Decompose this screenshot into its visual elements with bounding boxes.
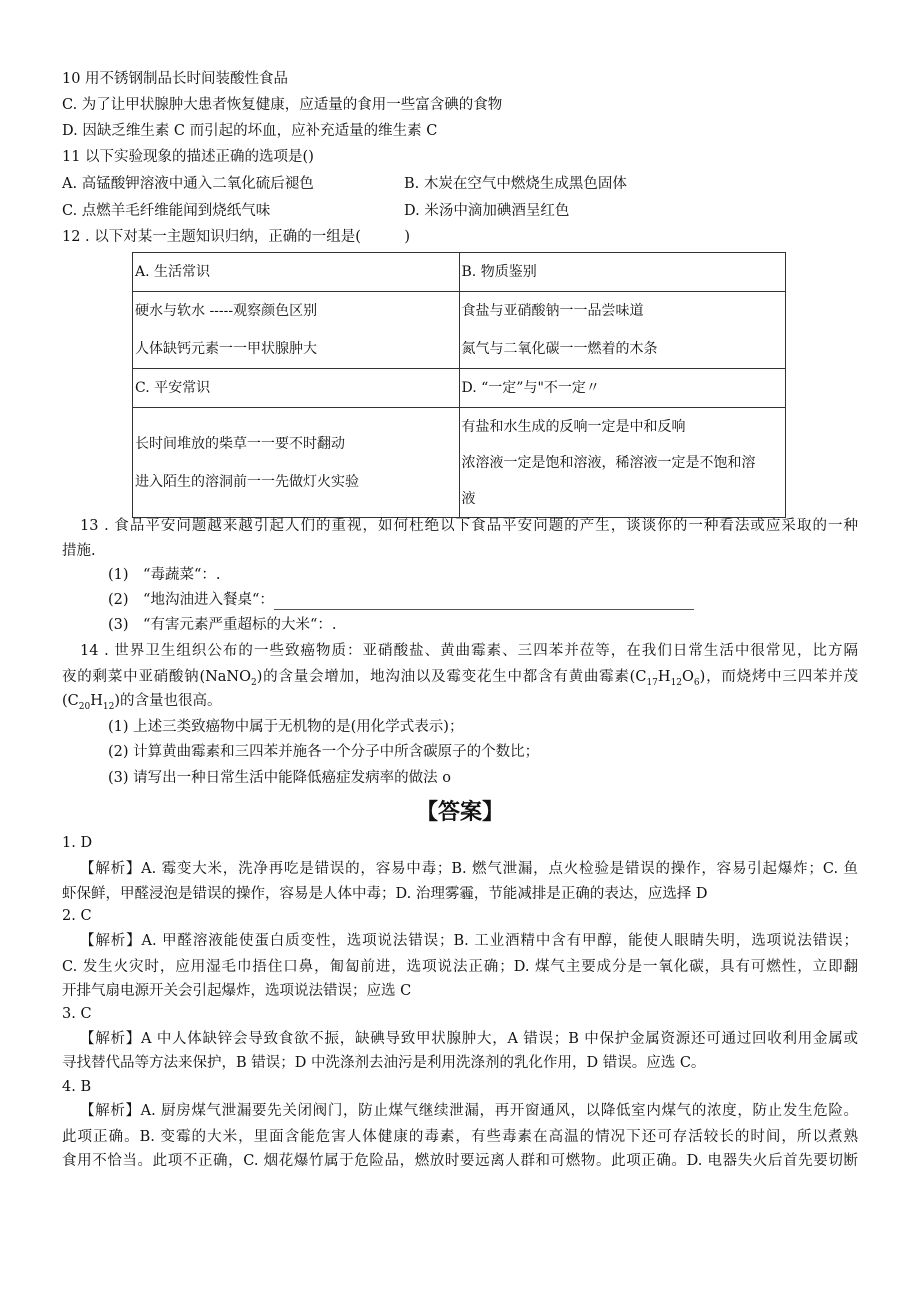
cell-a-head: A. 生活常识 bbox=[133, 253, 460, 292]
cell-text: 硬水与软水 -----观察颜色区别 bbox=[135, 303, 318, 319]
q11-option-b: B. 木炭在空气中燃烧生成黑色固体 bbox=[404, 176, 627, 192]
cell-b-body bbox=[459, 292, 786, 369]
cell-text: 进入陌生的溶洞前一一先做灯火实验 bbox=[135, 473, 359, 490]
q10-option-c: C. 为了让甲状腺肿大患者恢复健康，应适量的食用一些富含碘的食物 bbox=[62, 97, 503, 113]
q14-part-3: (3) 请写出一种日常生活中能降低癌症发病率的做法 o bbox=[108, 770, 451, 786]
cell-text: 长时间堆放的柴草一一要不时翻动 bbox=[135, 435, 345, 452]
answers-heading: 【答案】 bbox=[415, 799, 504, 825]
text-fragment: )，而烧烤中三四苯并茂 bbox=[699, 669, 859, 685]
answer-2-explanation-cont: 开排气扇电源开关会引起爆炸，选项说法错误；应选 C bbox=[62, 983, 412, 999]
answer-3-explanation-cont: 寻找替代品等方法来保护，B 错误；D 中洗涤剂去油污是利用洗涤剂的乳化作用，D 错误。应选 C。 bbox=[62, 1055, 706, 1071]
cell-text: 食盐与亚硝酸钠一一品尝味道 bbox=[461, 303, 644, 319]
cell-text: 液 bbox=[461, 490, 476, 507]
answer-1-explanation: 【解析】A. 霉变大米，洗净再吃是错误的，容易中毒；B. 燃气泄漏，点火检验是错误的操作，容易引起爆炸；C. 鱼 bbox=[80, 861, 858, 877]
q11-option-d: D. 米汤中滴加碘酒呈红色 bbox=[404, 203, 570, 219]
cell-a-body bbox=[133, 292, 460, 369]
cell-text: 氮气与二氧化碳一一燃着的木条 bbox=[461, 341, 658, 357]
answer-1-label: 1. D bbox=[62, 835, 93, 851]
q14-part-2: (2) 计算黄曲霉素和三四苯并施各一个分子中所含碳原子的个数比； bbox=[108, 744, 540, 760]
q13-part-1: (1) “毒蔬菜“：. bbox=[108, 567, 221, 583]
q11-option-a: A. 高锰酸钾溶液中通入二氧化硫后褪色 bbox=[62, 176, 314, 192]
text-fragment: 12 bbox=[102, 701, 115, 712]
q10-option: 10 用不锈钢制品长时间装酸性食品 bbox=[62, 71, 289, 87]
text-fragment: O bbox=[682, 669, 694, 685]
answer-4-explanation: 【解析】A. 厨房煤气泄漏要先关闭阀门，防止煤气继续泄漏，再开窗通风，以降低室内煤气的浓度，防止发生危险。 bbox=[80, 1103, 858, 1119]
q14-part-1: (1) 上述三类致癌物中属于无机物的是(用化学式表示)； bbox=[108, 719, 464, 735]
q13-stem-cont: 措施. bbox=[62, 543, 96, 559]
q14-line-1: 14 . 世界卫生组织公布的一些致癌物质：亚硝酸盐、黄曲霉素、三四苯并莅等，在我们日常生活中很常见，比方隔 bbox=[80, 643, 858, 659]
cell-c-body bbox=[133, 408, 460, 518]
answer-3-label: 3. C bbox=[62, 1006, 92, 1022]
text-fragment: 2 bbox=[251, 677, 257, 688]
cell-b-head: B. 物质鉴别 bbox=[459, 253, 786, 292]
q12-stem: 12 . 以下对某一主题知识归纳，正确的一组是( ) bbox=[62, 229, 411, 245]
q13-part-2 bbox=[108, 590, 694, 610]
text-fragment: 20 bbox=[78, 701, 91, 712]
q10-option-d: D. 因缺乏维生素 C 而引起的坏血，应补充适量的维生素 C bbox=[62, 123, 438, 139]
answer-blank bbox=[274, 595, 694, 610]
text-fragment: H bbox=[657, 669, 671, 685]
q14-line-3 bbox=[62, 691, 222, 717]
q12-table bbox=[132, 252, 786, 518]
cell-text: 有盐和水生成的反响一定是中和反响 bbox=[461, 418, 686, 435]
answer-4-explanation-cont: 食用不恰当。此项不正确，C. 烟花爆竹属于危险品，燃放时要远离人群和可燃物。此项正确。D. 电器失火后首先要切断 bbox=[62, 1153, 858, 1169]
cell-text: 人体缺钙元素一一甲状腺肿大 bbox=[135, 341, 317, 357]
answer-2-explanation: 【解析】A. 甲醛溶液能使蛋白质变性，选项说法错误；B. 工业酒精中含有甲醇，能使人眼睛失明，选项说法错误； bbox=[80, 933, 858, 949]
part-text: (2) “地沟油进入餐桌“： bbox=[108, 592, 274, 608]
text-fragment: 17 bbox=[646, 677, 658, 688]
q11-stem: 11 以下实验现象的描述正确的选项是() bbox=[62, 149, 314, 165]
q11-option-c: C. 点燃羊毛纤维能闻到烧纸气味 bbox=[62, 203, 271, 219]
answer-2-label: 2. C bbox=[62, 908, 92, 924]
text-fragment: )的含量也很高。 bbox=[114, 693, 222, 709]
answer-2-explanation-cont: C. 发生火灾时，应用湿毛巾捂住口鼻，匍匐前进，选项说法正确；D. 煤气主要成分是一氧化碳，具有可燃性，立即翻 bbox=[62, 959, 858, 975]
text-fragment: )的含量会增加，地沟油以及霉变花生中都含有黄曲霉素(C bbox=[256, 669, 647, 685]
answer-3-explanation: 【解析】A 中人体缺锌会导致食欲不振，缺碘导致甲状腺肿大，A 错误；B 中保护金属资源还可通过回收利用金属或 bbox=[80, 1031, 858, 1047]
text-fragment: 12 bbox=[670, 677, 683, 688]
text-fragment: H bbox=[90, 693, 103, 709]
q13-stem: 13 . 食品平安问题越来越引起人们的重视，如何杜绝以下食品平安问题的产生，谈谈你的一种看法或应采取的一种 bbox=[80, 518, 858, 534]
cell-d-head: D. “一定”与"不一定〃 bbox=[459, 369, 786, 408]
cell-text: 浓溶液一定是饱和溶液，稀溶液一定是不饱和溶 bbox=[461, 454, 756, 471]
cell-d-body bbox=[459, 408, 786, 518]
cell-c-head: C. 平安常识 bbox=[133, 369, 460, 408]
answer-1-explanation-cont: 虾保鲜，甲醛浸泡是错误的操作，容易是人体中毒；D. 治理雾霾，节能减排是正确的表达，应选择 D bbox=[62, 886, 708, 902]
text-fragment: 夜的剩菜中亚硝酸钠(NaNO bbox=[62, 669, 252, 685]
answer-4-explanation-cont: 此项正确。B. 变霉的大米，里面含能危害人体健康的毒素，有些毒素在高温的情况下还可存活较长的时间，所以煮熟 bbox=[62, 1129, 858, 1145]
q13-part-3: (3) “有害元素严重超标的大米“：. bbox=[108, 617, 337, 633]
answer-4-label: 4. B bbox=[62, 1079, 92, 1095]
q14-line-2 bbox=[62, 667, 858, 693]
text-fragment: 6 bbox=[693, 677, 700, 688]
text-fragment: (C bbox=[62, 693, 79, 709]
